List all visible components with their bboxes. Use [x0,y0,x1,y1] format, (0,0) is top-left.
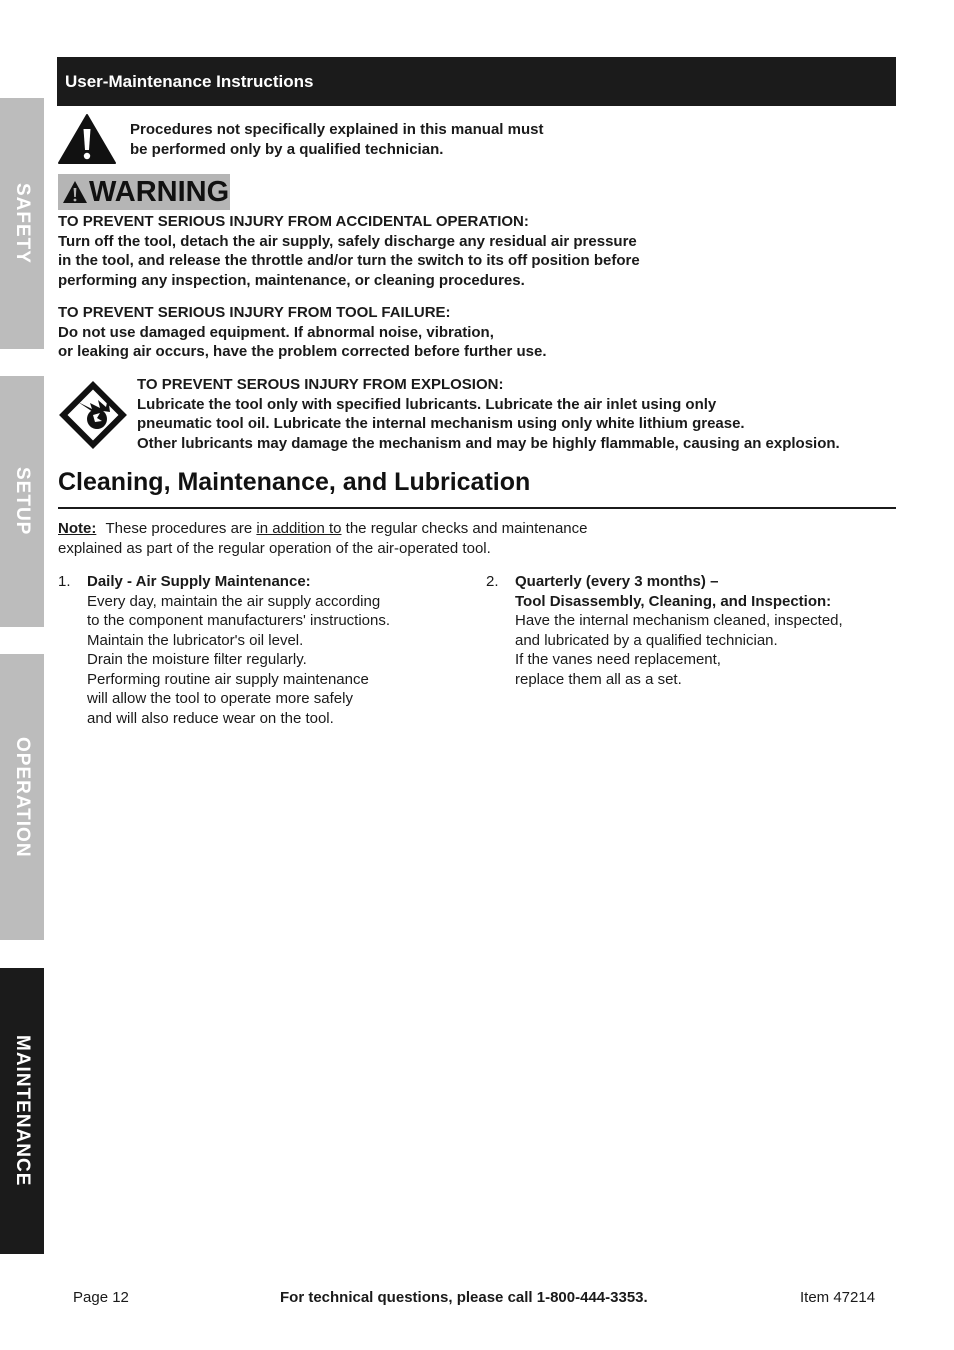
side-tab-safety [0,98,44,349]
accidental-line: in the tool, and release the throttle and/or turn the switch to its off position before [58,252,640,269]
list-item-line: Performing routine air supply maintenance [87,670,369,688]
accidental-line: Turn off the tool, detach the air supply, safely discharge any residual air pressure [58,232,637,250]
section-header-bar [57,57,896,106]
failure-line: Do not use damaged equipment. If abnormal noise, vibration, [58,323,494,341]
list-item-number: 1. [58,573,71,590]
footer-page-number: Page 12 [73,1289,129,1306]
note-line [58,519,588,539]
list-item-line: to the component manufacturers' instructions. [87,612,391,629]
failure-heading: TO PREVENT SERIOUS INJURY FROM TOOL FAILURE: [58,304,451,321]
note-label: Note: [58,520,97,537]
explosion-line: Lubricate the tool only with specified lubricants. Lubricate the air inlet using only [137,395,717,413]
warning-triangle-icon [62,180,88,204]
warning-word: WARNING [89,176,230,208]
list-item-line: and will also reduce wear on the tool. [87,709,334,727]
footer-phone: For technical questions, please call 1-800-444-3353. [280,1289,648,1306]
side-tab-operation [0,654,44,940]
side-tab-maintenance [0,968,44,1254]
list-item-title: Daily - Air Supply Maintenance: [87,573,311,590]
list-item-number: 2. [486,573,499,590]
side-tab-setup-label: SETUP [12,467,33,536]
note-text: These procedures are [105,520,253,537]
header-title: User-Maintenance Instructions [65,71,314,91]
explosion-line: Other lubricants may damage the mechanism and may be highly flammable, causing an explosion. [137,434,840,452]
side-tab-safety-label: SAFETY [12,183,33,264]
accidental-operation-block [58,212,640,290]
side-tab-setup [0,376,44,627]
caution-line: be performed only by a qualified technician. [130,140,444,158]
accidental-line: performing any inspection, maintenance, or cleaning procedures. [58,271,525,289]
side-tab-maintenance-label: MAINTENANCE [12,1035,33,1187]
footer-item-number: Item 47214 [800,1289,876,1306]
caution-line: Procedures not specifically explained in this manual must [130,121,544,138]
explosion-block [137,375,840,453]
list-item-line: Every day, maintain the air supply according [87,592,381,610]
list-item [515,572,843,689]
list-item [87,572,390,728]
list-item-line: Drain the moisture filter regularly. [87,651,307,668]
note-line: explained as part of the regular operation of the air-operated tool. [58,539,491,557]
explosion-heading: TO PREVENT SEROUS INJURY FROM EXPLOSION: [137,376,504,393]
tool-failure-block [58,303,546,362]
exclamation-triangle-icon [57,113,117,165]
explosion-hazard-icon [56,378,130,452]
list-item-line: If the vanes need replacement, [515,651,721,668]
accidental-heading: TO PREVENT SERIOUS INJURY FROM ACCIDENTAL OPERATION: [58,213,529,230]
list-item-title: Tool Disassembly, Cleaning, and Inspection: [515,592,832,610]
failure-line: or leaking air occurs, have the problem corrected before further use. [58,343,547,360]
list-item-line: Maintain the lubricator's oil level. [87,631,304,649]
list-item-title: Quarterly (every 3 months) – [515,573,719,590]
list-item-line: will allow the tool to operate more safely [87,690,353,707]
list-item-line: replace them all as a set. [515,670,682,688]
caution-text [130,120,543,159]
explosion-line: pneumatic tool oil. Lubricate the internal mechanism using only white lithium grease. [137,415,745,432]
note-text: the regular checks and maintenance [345,520,588,537]
note-paragraph [58,519,588,558]
side-tab-operation-label: OPERATION [12,736,33,858]
section-divider [58,507,896,509]
warning-label [58,174,230,210]
list-item-line: and lubricated by a qualified technician. [515,631,778,649]
list-item-line: Have the internal mechanism cleaned, inspected, [515,612,843,629]
note-emphasis: in addition to [256,520,342,537]
section-title: Cleaning, Maintenance, and Lubrication [58,468,531,496]
